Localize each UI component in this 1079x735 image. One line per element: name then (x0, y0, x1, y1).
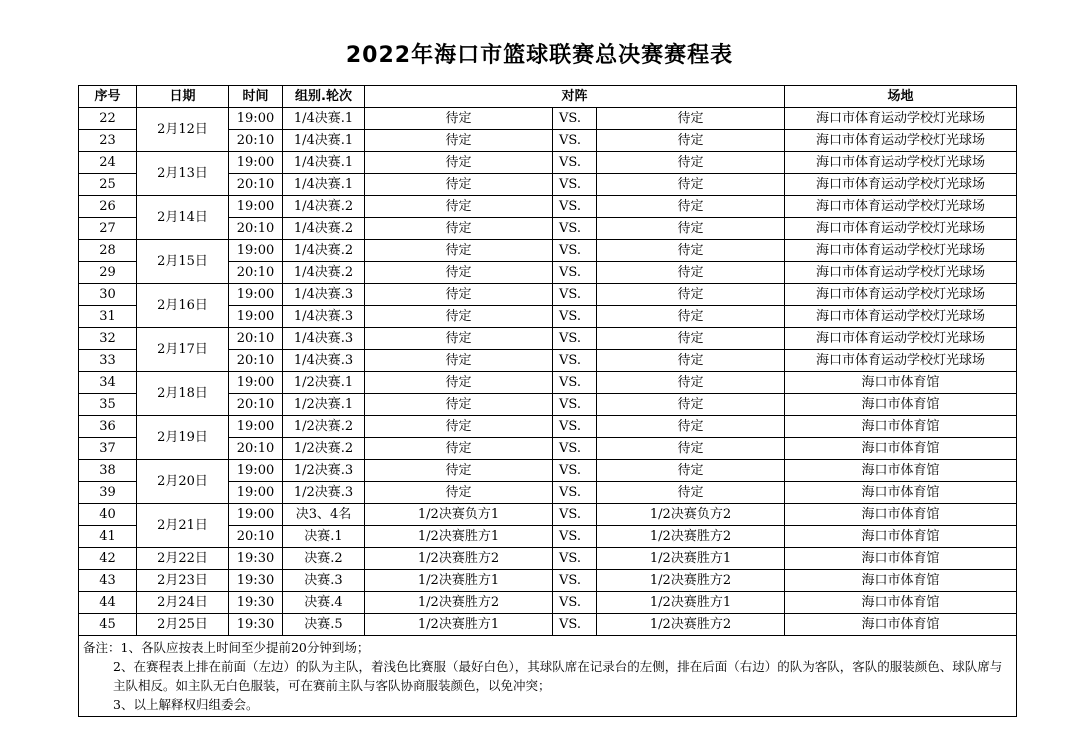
vs-label: VS. (559, 374, 581, 390)
vs-label: VS. (559, 550, 581, 566)
row-date: 2月21日 (137, 504, 229, 548)
header-venue: 场地 (785, 86, 1017, 108)
notes-cell (79, 636, 1017, 717)
row-away-team: 1/2决赛胜方2 (597, 614, 785, 636)
row-vs (553, 262, 597, 284)
note-1: 备注：1、各队应按表上时间至少提前20分钟到场； (83, 640, 370, 655)
row-away-team: 待定 (597, 152, 785, 174)
row-vs (553, 416, 597, 438)
row-number: 37 (79, 438, 137, 460)
row-group: 决3、4名 (283, 504, 365, 526)
header-time: 时间 (229, 86, 283, 108)
row-group: 决赛.2 (283, 548, 365, 570)
row-home-team: 待定 (365, 108, 553, 130)
vs-label: VS. (559, 418, 581, 434)
row-vs (553, 328, 597, 350)
row-away-team: 待定 (597, 174, 785, 196)
row-venue: 海口市体育馆 (785, 526, 1017, 548)
row-time: 20:10 (229, 174, 283, 196)
row-venue: 海口市体育运动学校灯光球场 (785, 284, 1017, 306)
row-venue: 海口市体育馆 (785, 438, 1017, 460)
row-venue: 海口市体育运动学校灯光球场 (785, 306, 1017, 328)
vs-label: VS. (559, 110, 581, 126)
row-time: 19:00 (229, 372, 283, 394)
row-number: 24 (79, 152, 137, 174)
row-home-team: 1/2决赛胜方1 (365, 614, 553, 636)
schedule-table (78, 85, 1017, 717)
row-group: 1/4决赛.3 (283, 328, 365, 350)
row-group: 1/2决赛.2 (283, 416, 365, 438)
row-vs (553, 108, 597, 130)
vs-label: VS. (559, 220, 581, 236)
row-group: 1/4决赛.2 (283, 262, 365, 284)
notes-row (79, 636, 1017, 717)
row-vs (553, 306, 597, 328)
row-group: 决赛.3 (283, 570, 365, 592)
vs-label: VS. (559, 154, 581, 170)
row-number: 44 (79, 592, 137, 614)
row-venue: 海口市体育馆 (785, 592, 1017, 614)
header-row (79, 86, 1017, 108)
row-away-team: 待定 (597, 130, 785, 152)
row-venue: 海口市体育运动学校灯光球场 (785, 152, 1017, 174)
row-venue: 海口市体育运动学校灯光球场 (785, 196, 1017, 218)
table-row (79, 548, 1017, 570)
row-time: 20:10 (229, 394, 283, 416)
row-venue: 海口市体育运动学校灯光球场 (785, 108, 1017, 130)
row-date: 2月20日 (137, 460, 229, 504)
vs-label: VS. (559, 132, 581, 148)
row-away-team: 待定 (597, 482, 785, 504)
vs-label: VS. (559, 330, 581, 346)
row-group: 1/2决赛.1 (283, 372, 365, 394)
row-group: 1/4决赛.1 (283, 174, 365, 196)
header-match: 对阵 (365, 86, 785, 108)
row-number: 23 (79, 130, 137, 152)
row-home-team: 1/2决赛胜方1 (365, 570, 553, 592)
vs-label: VS. (559, 506, 581, 522)
row-venue: 海口市体育馆 (785, 416, 1017, 438)
row-date: 2月22日 (137, 548, 229, 570)
header-no: 序号 (79, 86, 137, 108)
row-group: 1/2决赛.3 (283, 460, 365, 482)
row-vs (553, 592, 597, 614)
row-away-team: 1/2决赛胜方2 (597, 526, 785, 548)
row-vs (553, 526, 597, 548)
row-home-team: 待定 (365, 284, 553, 306)
row-home-team: 1/2决赛胜方1 (365, 526, 553, 548)
row-home-team: 待定 (365, 482, 553, 504)
row-group: 1/4决赛.2 (283, 218, 365, 240)
row-time: 20:10 (229, 350, 283, 372)
row-number: 25 (79, 174, 137, 196)
row-vs (553, 284, 597, 306)
row-time: 19:30 (229, 548, 283, 570)
row-number: 26 (79, 196, 137, 218)
row-away-team: 待定 (597, 350, 785, 372)
row-date: 2月19日 (137, 416, 229, 460)
row-away-team: 待定 (597, 416, 785, 438)
row-number: 31 (79, 306, 137, 328)
row-home-team: 1/2决赛胜方2 (365, 548, 553, 570)
row-number: 33 (79, 350, 137, 372)
row-date: 2月16日 (137, 284, 229, 328)
row-time: 20:10 (229, 328, 283, 350)
row-home-team: 1/2决赛胜方2 (365, 592, 553, 614)
row-time: 19:00 (229, 482, 283, 504)
row-away-team: 待定 (597, 240, 785, 262)
row-date: 2月25日 (137, 614, 229, 636)
row-home-team: 待定 (365, 196, 553, 218)
row-venue: 海口市体育运动学校灯光球场 (785, 350, 1017, 372)
row-number: 42 (79, 548, 137, 570)
row-group: 决赛.4 (283, 592, 365, 614)
table-row (79, 328, 1017, 350)
row-venue: 海口市体育运动学校灯光球场 (785, 174, 1017, 196)
row-number: 30 (79, 284, 137, 306)
row-group: 1/2决赛.2 (283, 438, 365, 460)
row-number: 29 (79, 262, 137, 284)
row-time: 19:30 (229, 592, 283, 614)
row-venue: 海口市体育馆 (785, 372, 1017, 394)
row-away-team: 1/2决赛胜方1 (597, 592, 785, 614)
row-group: 1/2决赛.3 (283, 482, 365, 504)
row-vs (553, 130, 597, 152)
row-date: 2月13日 (137, 152, 229, 196)
row-time: 19:00 (229, 152, 283, 174)
row-away-team: 待定 (597, 218, 785, 240)
row-time: 19:00 (229, 240, 283, 262)
vs-label: VS. (559, 440, 581, 456)
row-group: 1/4决赛.3 (283, 350, 365, 372)
row-group: 决赛.5 (283, 614, 365, 636)
row-time: 19:00 (229, 416, 283, 438)
row-time: 19:00 (229, 504, 283, 526)
row-home-team: 1/2决赛负方1 (365, 504, 553, 526)
row-home-team: 待定 (365, 328, 553, 350)
row-time: 19:00 (229, 460, 283, 482)
row-venue: 海口市体育运动学校灯光球场 (785, 130, 1017, 152)
row-venue: 海口市体育运动学校灯光球场 (785, 240, 1017, 262)
row-vs (553, 570, 597, 592)
row-away-team: 待定 (597, 196, 785, 218)
row-number: 45 (79, 614, 137, 636)
row-number: 40 (79, 504, 137, 526)
table-row (79, 592, 1017, 614)
header-date: 日期 (137, 86, 229, 108)
row-group: 1/4决赛.2 (283, 240, 365, 262)
row-venue: 海口市体育运动学校灯光球场 (785, 262, 1017, 284)
note-3: 3、以上解释权归组委会。 (113, 697, 259, 712)
table-row (79, 372, 1017, 394)
row-venue: 海口市体育馆 (785, 614, 1017, 636)
row-away-team: 待定 (597, 306, 785, 328)
table-row (79, 108, 1017, 130)
row-home-team: 待定 (365, 218, 553, 240)
vs-label: VS. (559, 264, 581, 280)
row-number: 36 (79, 416, 137, 438)
row-time: 19:00 (229, 284, 283, 306)
row-number: 34 (79, 372, 137, 394)
row-time: 20:10 (229, 526, 283, 548)
row-group: 1/2决赛.1 (283, 394, 365, 416)
table-row (79, 240, 1017, 262)
row-away-team: 待定 (597, 460, 785, 482)
row-venue: 海口市体育馆 (785, 394, 1017, 416)
row-number: 22 (79, 108, 137, 130)
row-vs (553, 394, 597, 416)
table-row (79, 416, 1017, 438)
row-time: 19:30 (229, 570, 283, 592)
row-date: 2月15日 (137, 240, 229, 284)
row-vs (553, 218, 597, 240)
table-row (79, 284, 1017, 306)
row-group: 1/4决赛.1 (283, 130, 365, 152)
row-away-team: 1/2决赛胜方2 (597, 570, 785, 592)
header-group: 组别.轮次 (283, 86, 365, 108)
row-number: 39 (79, 482, 137, 504)
vs-label: VS. (559, 286, 581, 302)
row-venue: 海口市体育运动学校灯光球场 (785, 328, 1017, 350)
vs-label: VS. (559, 308, 581, 324)
row-home-team: 待定 (365, 152, 553, 174)
row-away-team: 1/2决赛胜方1 (597, 548, 785, 570)
row-vs (553, 438, 597, 460)
row-vs (553, 174, 597, 196)
row-away-team: 待定 (597, 372, 785, 394)
vs-label: VS. (559, 594, 581, 610)
row-away-team: 待定 (597, 262, 785, 284)
row-vs (553, 196, 597, 218)
row-number: 32 (79, 328, 137, 350)
row-number: 35 (79, 394, 137, 416)
vs-label: VS. (559, 242, 581, 258)
row-number: 28 (79, 240, 137, 262)
row-number: 38 (79, 460, 137, 482)
row-vs (553, 372, 597, 394)
row-home-team: 待定 (365, 262, 553, 284)
row-group: 1/4决赛.3 (283, 306, 365, 328)
row-time: 19:00 (229, 108, 283, 130)
row-venue: 海口市体育馆 (785, 504, 1017, 526)
row-home-team: 待定 (365, 240, 553, 262)
row-date: 2月12日 (137, 108, 229, 152)
row-group: 1/4决赛.1 (283, 152, 365, 174)
row-vs (553, 548, 597, 570)
vs-label: VS. (559, 198, 581, 214)
row-home-team: 待定 (365, 438, 553, 460)
row-away-team: 待定 (597, 284, 785, 306)
row-venue: 海口市体育馆 (785, 460, 1017, 482)
vs-label: VS. (559, 528, 581, 544)
row-time: 20:10 (229, 130, 283, 152)
row-venue: 海口市体育运动学校灯光球场 (785, 218, 1017, 240)
row-date: 2月23日 (137, 570, 229, 592)
table-row (79, 196, 1017, 218)
row-home-team: 待定 (365, 394, 553, 416)
row-group: 1/4决赛.2 (283, 196, 365, 218)
row-home-team: 待定 (365, 306, 553, 328)
row-away-team: 待定 (597, 328, 785, 350)
row-away-team: 待定 (597, 108, 785, 130)
row-date: 2月24日 (137, 592, 229, 614)
row-time: 20:10 (229, 218, 283, 240)
row-vs (553, 460, 597, 482)
row-venue: 海口市体育馆 (785, 548, 1017, 570)
row-time: 19:30 (229, 614, 283, 636)
row-time: 20:10 (229, 262, 283, 284)
row-number: 41 (79, 526, 137, 548)
row-home-team: 待定 (365, 372, 553, 394)
row-home-team: 待定 (365, 130, 553, 152)
vs-label: VS. (559, 396, 581, 412)
row-venue: 海口市体育馆 (785, 482, 1017, 504)
row-venue: 海口市体育馆 (785, 570, 1017, 592)
vs-label: VS. (559, 352, 581, 368)
table-row (79, 504, 1017, 526)
row-date: 2月17日 (137, 328, 229, 372)
row-time: 20:10 (229, 438, 283, 460)
vs-label: VS. (559, 462, 581, 478)
row-number: 43 (79, 570, 137, 592)
row-group: 决赛.1 (283, 526, 365, 548)
vs-label: VS. (559, 572, 581, 588)
row-vs (553, 152, 597, 174)
vs-label: VS. (559, 616, 581, 632)
row-vs (553, 350, 597, 372)
row-home-team: 待定 (365, 416, 553, 438)
row-away-team: 1/2决赛负方2 (597, 504, 785, 526)
row-time: 19:00 (229, 196, 283, 218)
table-row (79, 152, 1017, 174)
row-away-team: 待定 (597, 394, 785, 416)
row-home-team: 待定 (365, 350, 553, 372)
row-date: 2月18日 (137, 372, 229, 416)
vs-label: VS. (559, 176, 581, 192)
row-home-team: 待定 (365, 460, 553, 482)
row-date: 2月14日 (137, 196, 229, 240)
row-vs (553, 482, 597, 504)
table-row (79, 570, 1017, 592)
row-vs (553, 240, 597, 262)
vs-label: VS. (559, 484, 581, 500)
row-time: 19:00 (229, 306, 283, 328)
row-group: 1/4决赛.3 (283, 284, 365, 306)
row-home-team: 待定 (365, 174, 553, 196)
row-away-team: 待定 (597, 438, 785, 460)
row-vs (553, 614, 597, 636)
row-group: 1/4决赛.1 (283, 108, 365, 130)
table-row (79, 460, 1017, 482)
row-number: 27 (79, 218, 137, 240)
page-title: 2022年海口市篮球联赛总决赛赛程表 (345, 43, 734, 68)
table-row (79, 614, 1017, 636)
row-vs (553, 504, 597, 526)
note-2: 2、在赛程表上排在前面（左边）的队为主队，着浅色比赛服（最好白色），其球队席在记录台的左侧，排在后面（右边）的队为客队，客队的服装颜色、球队席与主队相反。如主队无白色服装，可在赛前主队与客队协商服装颜色，以免冲突； (113, 659, 1003, 693)
